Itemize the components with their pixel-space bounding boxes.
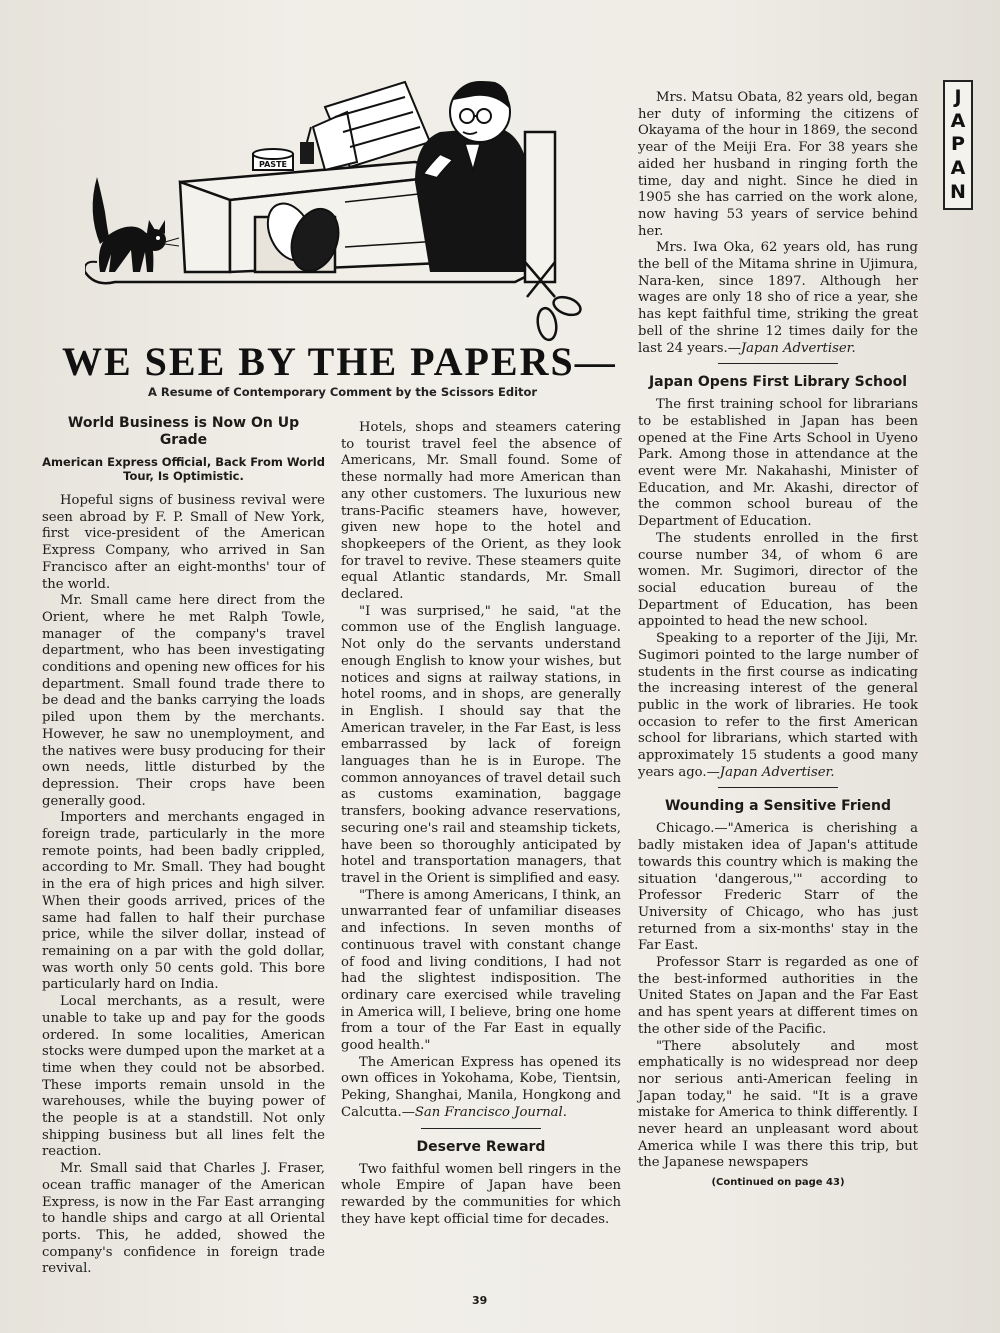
source-credit: —Japan Advertiser. xyxy=(727,340,856,356)
brush-pot xyxy=(300,142,314,164)
paragraph: Importers and merchants engaged in foreign trade, particularly in the more remote points, had been badly crippled, according to Mr. Small. They had bought in the era of high prices and high silver. When their goods arrived, prices of the same had fallen to half their purchase price, while the silver dollar, instead of remaining on a par with the gold dollar, was worth only 50 cents gold. This bore particularly hard on India. xyxy=(42,810,325,993)
column-1 xyxy=(42,415,325,1278)
tab-letter: N xyxy=(950,180,966,203)
paragraph: "I was surprised," he said, "at the common use of the English language. Not only do the servants understand enough English to know your wishes, but notices and signs at railway stations, in hotel rooms, and in shops, are generally in English. I should say that the American traveler, in the Far East, is less embarrassed by lack of foreign languages than he is in Europe. The common annoyances of travel detail such as customs examination, baggage transfers, booking advance reservations, securing one's rail and steamship tickets, have been so thoroughly anticipated by hotel and transportation managers, that travel in the Orient is simplified and easy. xyxy=(341,603,621,886)
paragraph xyxy=(638,631,918,781)
man-reading xyxy=(415,81,530,272)
paragraph: Mr. Small came here direct from the Orient, where he met Ralph Towle, manager of the company's travel department, who has been investigating conditions and opening new offices for his department. Small found trade there to be dead and the banks carrying the loads piled upon them by the merchants. However, he saw no unemployment, and the natives were busy producing for their own needs, little disturbed by the depression. Their crops have been generally good. xyxy=(42,593,325,809)
paragraph: Professor Starr is regarded as one of the best-informed authorities in the United States on Japan and the Far East and has spent years at different times on the other side of the Pacific. xyxy=(638,955,918,1037)
paragraph: The first training school for librarians to be established in Japan has been opened at the Fine Arts School in Uyeno Park. Among those in attendance at the event were Mr. Nakahashi, Minister of Education, and Mr. Akashi, director of the common school bureau of the Department of Education. xyxy=(638,397,918,530)
paragraph: "There absolutely and most emphatically is no widespread nor deep nor serious anti-American feeling in Japan today," he said. "It is a grave mistake for America to think differently. I never heard an unpleasant word about America while I was there this trip, but the Japanese newspapers xyxy=(638,1038,918,1171)
article-title: Wounding a Sensitive Friend xyxy=(664,798,892,815)
svg-text:PASTE: PASTE xyxy=(258,160,288,169)
column-3 xyxy=(638,90,918,1192)
tab-letter: A xyxy=(950,157,966,180)
paragraph-text: The American Express has opened its own offices in Yokohama, Kobe, Tientsin, Peking, Shanghai, Manila, Hongkong and Calcutta. xyxy=(341,1054,621,1120)
paragraph: Local merchants, as a result, were unable to take up and pay for the goods ordered. In some localities, American stocks were dumped upon the market at a time when they could not be absorbed. These imports remain unsold in the warehouses, while the buying power of the people is at a standstill. Not only shipping business but all lines felt the reaction. xyxy=(42,994,325,1160)
page-subhead: A Resume of Contemporary Comment by the Scissors Editor xyxy=(148,385,538,399)
japan-side-tab xyxy=(943,80,973,210)
page-headline: WE SEE BY THE PAPERS— xyxy=(62,339,617,384)
column-2 xyxy=(341,420,621,1228)
tab-letter: P xyxy=(951,133,965,156)
article-title: World Business is Now On Up Grade xyxy=(67,415,300,448)
paragraph: Mrs. Matsu Obata, 82 years old, began her duty of informing the citizens of Okayama of the hour in 1869, the second year of the Meiji Era. For 38 years she aided her husband in ringing forth the time, day and night. Since he died in 1905 she has carried on the work alone, now having 53 years of service behind her. xyxy=(638,90,918,239)
source-credit: —Japan Advertiser. xyxy=(706,764,835,780)
source-credit: —San Francisco Journal. xyxy=(401,1104,567,1120)
paragraph xyxy=(341,1055,621,1122)
paragraph: The students enrolled in the first course number 34, of whom 6 are women. Mr. Sugimori, director of the social education bureau of the Department of Education, has been appointed to head the new school. xyxy=(638,530,918,630)
divider xyxy=(718,787,838,788)
article-subtitle: American Express Official, Back From World Tour, Is Optimistic. xyxy=(42,455,325,483)
divider xyxy=(718,363,838,364)
paragraph: Mr. Small said that Charles J. Fraser, ocean traffic manager of the American Express, is now in the Far East arranging to handle ships and cargo at all Oriental ports. This, he added, showed the company's confidence in foreign trade revival. xyxy=(42,1161,325,1277)
article-title: Deserve Reward xyxy=(416,1138,546,1155)
article-title: Japan Opens First Library School xyxy=(648,374,908,391)
paragraph: Hopeful signs of business revival were seen abroad by F. P. Small of New York, first vice-president of the American Express Company, who arrived in San Francisco after an eight-months' tour of the world. xyxy=(42,493,325,592)
paragraph: "There is among Americans, I think, an unwarranted fear of unfamiliar diseases and infections. In seven months of continuous travel with constant change of food and living conditions, I had not had the slightest indisposition. The ordinary care exercised while traveling in America will, I believe, bring one home from a tour of the Far East in equally good health." xyxy=(341,887,621,1054)
paragraph-text: Mrs. Iwa Oka, 62 years old, has rung the bell of the Mitama shrine in Ujimura, Nara-ken, since 1897. Although her wages are only 18 sho of rice a year, she has kept faithful time, striking the great bell of the shrine 12 times daily for the last 24 years. xyxy=(638,240,918,356)
newspaper xyxy=(313,82,430,170)
paragraph xyxy=(638,240,918,357)
paste-pot xyxy=(253,149,293,170)
black-cat xyxy=(93,177,179,272)
page-number: 39 xyxy=(472,1294,488,1307)
divider xyxy=(421,1128,541,1129)
chair xyxy=(525,132,555,282)
paragraph-text: Speaking to a reporter of the Jiji, Mr. Sugimori pointed to the large number of students in the first course as indicating the increasing interest of the general public in the work of libraries. He took occasion to refer to the first American school for librarians, which started with approximately 15 students a good many years ago. xyxy=(638,631,918,780)
banner-scroll xyxy=(85,272,535,283)
paragraph: Two faithful women bell ringers in the whole Empire of Japan have been rewarded by the communities for which they have kept official time for decades. xyxy=(341,1161,621,1227)
paragraph: Chicago.—"America is cherishing a badly mistaken idea of Japan's attitude towards this country which is making the situation 'dangerous,'" according to Professor Frederic Starr of the University of Chicago, who has just returned from a six-months' stay in the Far East. xyxy=(638,821,918,954)
continued-notice: (Continued on page 43) xyxy=(711,1177,845,1189)
tab-letter: A xyxy=(950,109,966,132)
tab-letter: J xyxy=(954,86,962,109)
paragraph: Hotels, shops and steamers catering to tourist travel feel the absence of Americans, Mr. Small found. Some of these normally had more American than any other customers. The luxurious new trans-Pacific steamers have, however, given new hope to the hotel and shopkeepers of the Orient, as they look for travel to revive. These steamers quite equal Atlantic standards, Mr. Small declared. xyxy=(341,420,621,603)
cartoon-illustration xyxy=(85,72,605,347)
